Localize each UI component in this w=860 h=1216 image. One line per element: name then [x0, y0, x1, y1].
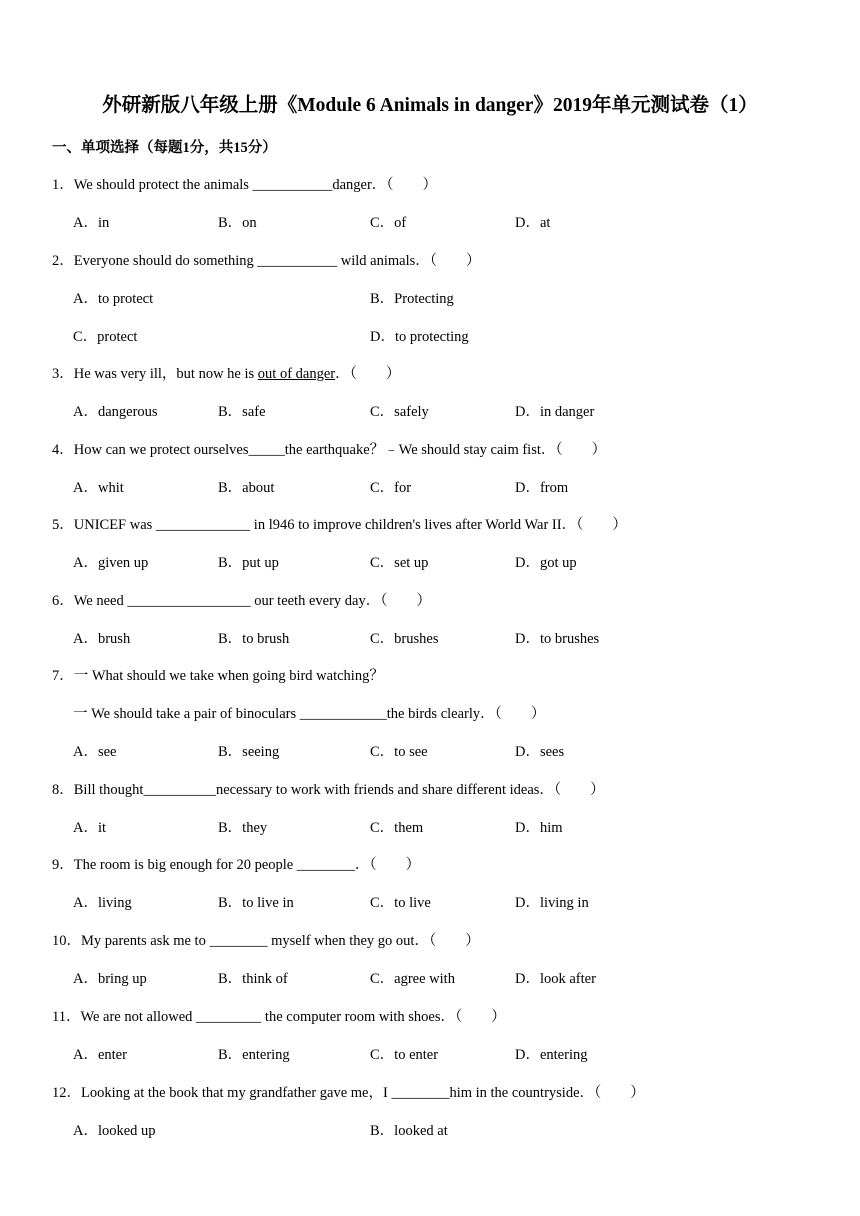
q3-stem-post: ．（ ）	[335, 366, 401, 382]
q8-option-b: B．they	[218, 820, 268, 836]
q7-option-b: B．seeing	[218, 744, 280, 760]
q1-option-a: A．in	[73, 215, 110, 231]
q7-option-c: C．to see	[370, 744, 428, 760]
q6-option-c: C．brushes	[370, 631, 439, 647]
question-3-stem	[52, 364, 400, 384]
question-8-stem: 8．Bill thought__________necessary to work with friends and share different ideas．（ ）	[52, 782, 605, 798]
q12-option-a: A．looked up	[73, 1123, 156, 1139]
q1-option-d: D．at	[515, 215, 551, 231]
q3-option-d: D．in danger	[515, 404, 595, 420]
question-7-stem: 7．一 What should we take when going bird watching？	[52, 668, 384, 684]
q4-option-a: A．whit	[73, 480, 124, 496]
q10-option-c: C．agree with	[370, 971, 455, 987]
question-7-stem-line2: 一 We should take a pair of binoculars ____________the birds clearly．（ ）	[73, 706, 546, 722]
section-heading: 一、单项选择（每题1分，共15分）	[52, 140, 277, 156]
q1-option-b: B．on	[218, 215, 257, 231]
q2-option-c: C．protect	[73, 329, 138, 345]
q9-option-a: A．living	[73, 895, 132, 911]
q6-option-b: B．to brush	[218, 631, 290, 647]
q9-option-b: B．to live in	[218, 895, 294, 911]
q4-option-d: D．from	[515, 480, 569, 496]
q3-option-c: C．safely	[370, 404, 429, 420]
q1-option-c: C．of	[370, 215, 407, 231]
question-2-stem: 2．Everyone should do something ___________ wild animals．（ ）	[52, 253, 481, 269]
q7-option-a: A．see	[73, 744, 117, 760]
q8-option-a: A．it	[73, 820, 107, 836]
q8-option-c: C．them	[370, 820, 424, 836]
question-1-stem: 1．We should protect the animals ___________danger．（ ）	[52, 177, 438, 193]
q10-option-b: B．think of	[218, 971, 288, 987]
question-10-stem: 10．My parents ask me to ________ myself when they go out．（ ）	[52, 933, 480, 949]
q10-option-d: D．look after	[515, 971, 596, 987]
question-12-stem: 12．Looking at the book that my grandfather gave me，I ________him in the countryside．（ ）	[52, 1085, 645, 1101]
q5-option-c: C．set up	[370, 555, 429, 571]
q6-option-d: D．to brushes	[515, 631, 600, 647]
q11-option-a: A．enter	[73, 1047, 127, 1063]
q6-option-a: A．brush	[73, 631, 131, 647]
q2-option-b: B．Protecting	[370, 291, 454, 307]
question-5-stem: 5．UNICEF was _____________ in l946 to improve children's lives after World War II．（ ）	[52, 517, 627, 533]
q9-option-c: C．to live	[370, 895, 431, 911]
q11-option-c: C．to enter	[370, 1047, 439, 1063]
q3-option-b: B．safe	[218, 404, 266, 420]
question-6-stem: 6．We need _________________ our teeth every day．（ ）	[52, 593, 431, 609]
q2-option-d: D．to protecting	[370, 329, 469, 345]
q3-underlined-phrase: out of danger	[257, 366, 336, 382]
q4-option-c: C．for	[370, 480, 412, 496]
q8-option-d: D．him	[515, 820, 563, 836]
q7-option-d: D．sees	[515, 744, 565, 760]
q5-option-a: A．given up	[73, 555, 149, 571]
q11-option-d: D．entering	[515, 1047, 588, 1063]
q2-option-a: A．to protect	[73, 291, 154, 307]
q3-option-a: A．dangerous	[73, 404, 158, 420]
q9-option-d: D．living in	[515, 895, 589, 911]
q4-option-b: B．about	[218, 480, 275, 496]
page-title: 外研新版八年级上册《Module 6 Animals in danger》2019年单元测试卷（1）	[102, 95, 758, 116]
q3-stem-pre: 3．He was very ill，but now he is	[52, 366, 258, 382]
q5-option-d: D．got up	[515, 555, 577, 571]
question-9-stem: 9．The room is big enough for 20 people ________．（ ）	[52, 857, 421, 873]
question-4-stem: 4．How can we protect ourselves_____the earthquake？﹣We should stay caim fist．（ ）	[52, 442, 607, 458]
q10-option-a: A．bring up	[73, 971, 147, 987]
q11-option-b: B．entering	[218, 1047, 290, 1063]
question-11-stem: 11．We are not allowed _________ the computer room with shoes．（ ）	[52, 1009, 506, 1025]
q5-option-b: B．put up	[218, 555, 279, 571]
q12-option-b: B．looked at	[370, 1123, 448, 1139]
